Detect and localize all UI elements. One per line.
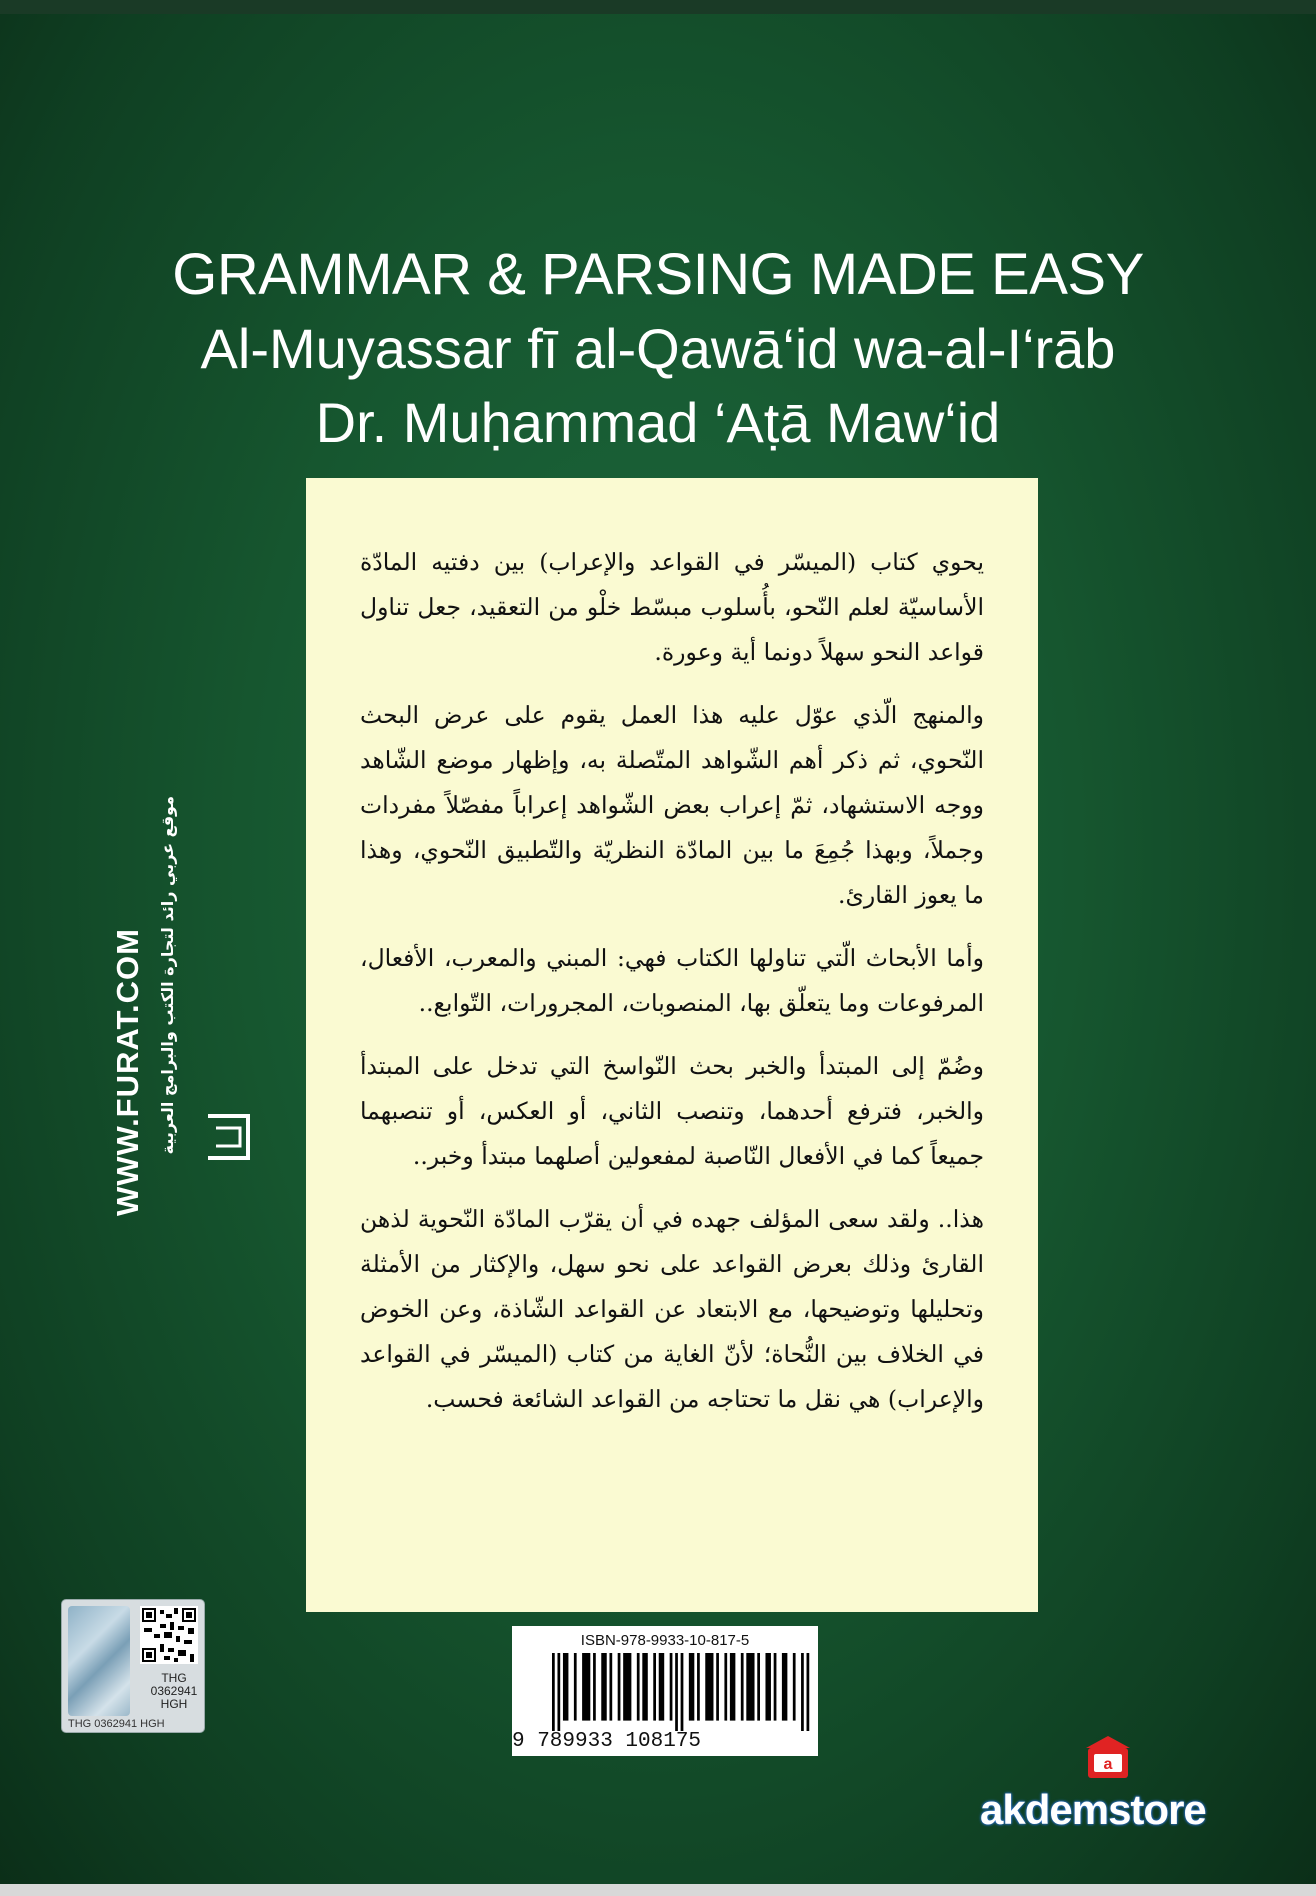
publisher-vertical-text: [110, 796, 210, 1216]
barcode-bars: [552, 1653, 812, 1731]
english-title: GRAMMAR & PARSING MADE EASY: [172, 242, 1144, 307]
blurb-paragraph: هذا.. ولقد سعى المؤلف جهده في أن يقرّب المادّة النّحوية لذهن القارئ وذلك بعرض القواعد على نحو سهل، والإكثار من الأمثلة وتحليلها وتوضيحها، مع الابتعاد عن القواعد الشّاذة، وعن الخوض في الخلاف بين النُّحاة؛ لأنّ الغاية من كتاب (الميسّر في القواعد والإعراب) هي نقل ما تحتاجه من القواعد الشائعة فحسب.: [360, 1205, 984, 1413]
isbn-barcode: [512, 1626, 818, 1756]
sticker-bottom-code: THG 0362941 HGH: [68, 1718, 165, 1730]
isbn-label: ISBN-978-9933-10-817-5: [580, 1632, 750, 1649]
transliterated-title: Al-Muyassar fī al-Qawā‘id wa-al-I‘rāb: [200, 317, 1116, 380]
qr-code-icon: [140, 1606, 198, 1664]
blurb-panel: [306, 478, 1038, 1612]
blurb-paragraph: والمنهج الّذي عوّل عليه هذا العمل يقوم على عرض البحث النّحوي، ثم ذكر أهم الشّواهد المتّصلة به، وإظهار موضع الشّاهد ووجه الاستشهاد، ثمّ إعراب بعض الشّواهد إعراباً مفصّلاً مفردات وجملاً، وبهذا جُمِعَ ما بين المادّة النظريّة والتّطبيق النّحوي، وهذا ما يعوز القارئ.: [360, 701, 984, 909]
blurb-paragraph: يحوي كتاب (الميسّر في القواعد والإعراب) بين دفتيه المادّة الأساسيّة لعلم النّحو، بأُسلوب مبسّط خلْو من التعقيد، جعل تناول قواعد النحو سهلاً دونما أية وعورة.: [360, 548, 984, 666]
top-edge: [0, 0, 1316, 14]
publisher-tagline: موقع عربي رائد لتجارة الكتب والبرامج العربية: [158, 796, 177, 1155]
title-block: [150, 238, 1166, 460]
publisher-url: WWW.FURAT.COM: [110, 928, 145, 1216]
bottom-edge: [0, 1884, 1316, 1896]
sticker-code: THG 0362941 HGH: [150, 1671, 198, 1711]
hologram-seal: [68, 1606, 130, 1716]
author-name: Dr. Muḥammad ‘Aṭā Maw‘id: [315, 391, 1001, 454]
blurb-paragraph: وأما الأبحاث الّتي تناولها الكتاب فهي: المبني والمعرب، الأفعال، المرفوعات وما يتعلّق بها، المنصوبات، المجرورات، التّوابع..: [360, 944, 984, 1017]
holographic-sticker: [62, 1600, 204, 1732]
book-shop-icon: [1082, 1732, 1134, 1782]
isbn-digits: 9 789933 108175: [512, 1730, 702, 1753]
blurb-paragraph: وضُمّ إلى المبتدأ والخبر بحث النّواسخ التي تدخل على المبتدأ والخبر، فترفع أحدهما، وتنصب الثاني، أو العكس، أو تنصبهما جميعاً كما في الأفعال النّاصبة لمفعولين أصلهما مبتدأ وخبر..: [360, 1052, 984, 1170]
svg-text:a: a: [1103, 1756, 1113, 1773]
store-watermark: akdemstore: [980, 1786, 1206, 1833]
